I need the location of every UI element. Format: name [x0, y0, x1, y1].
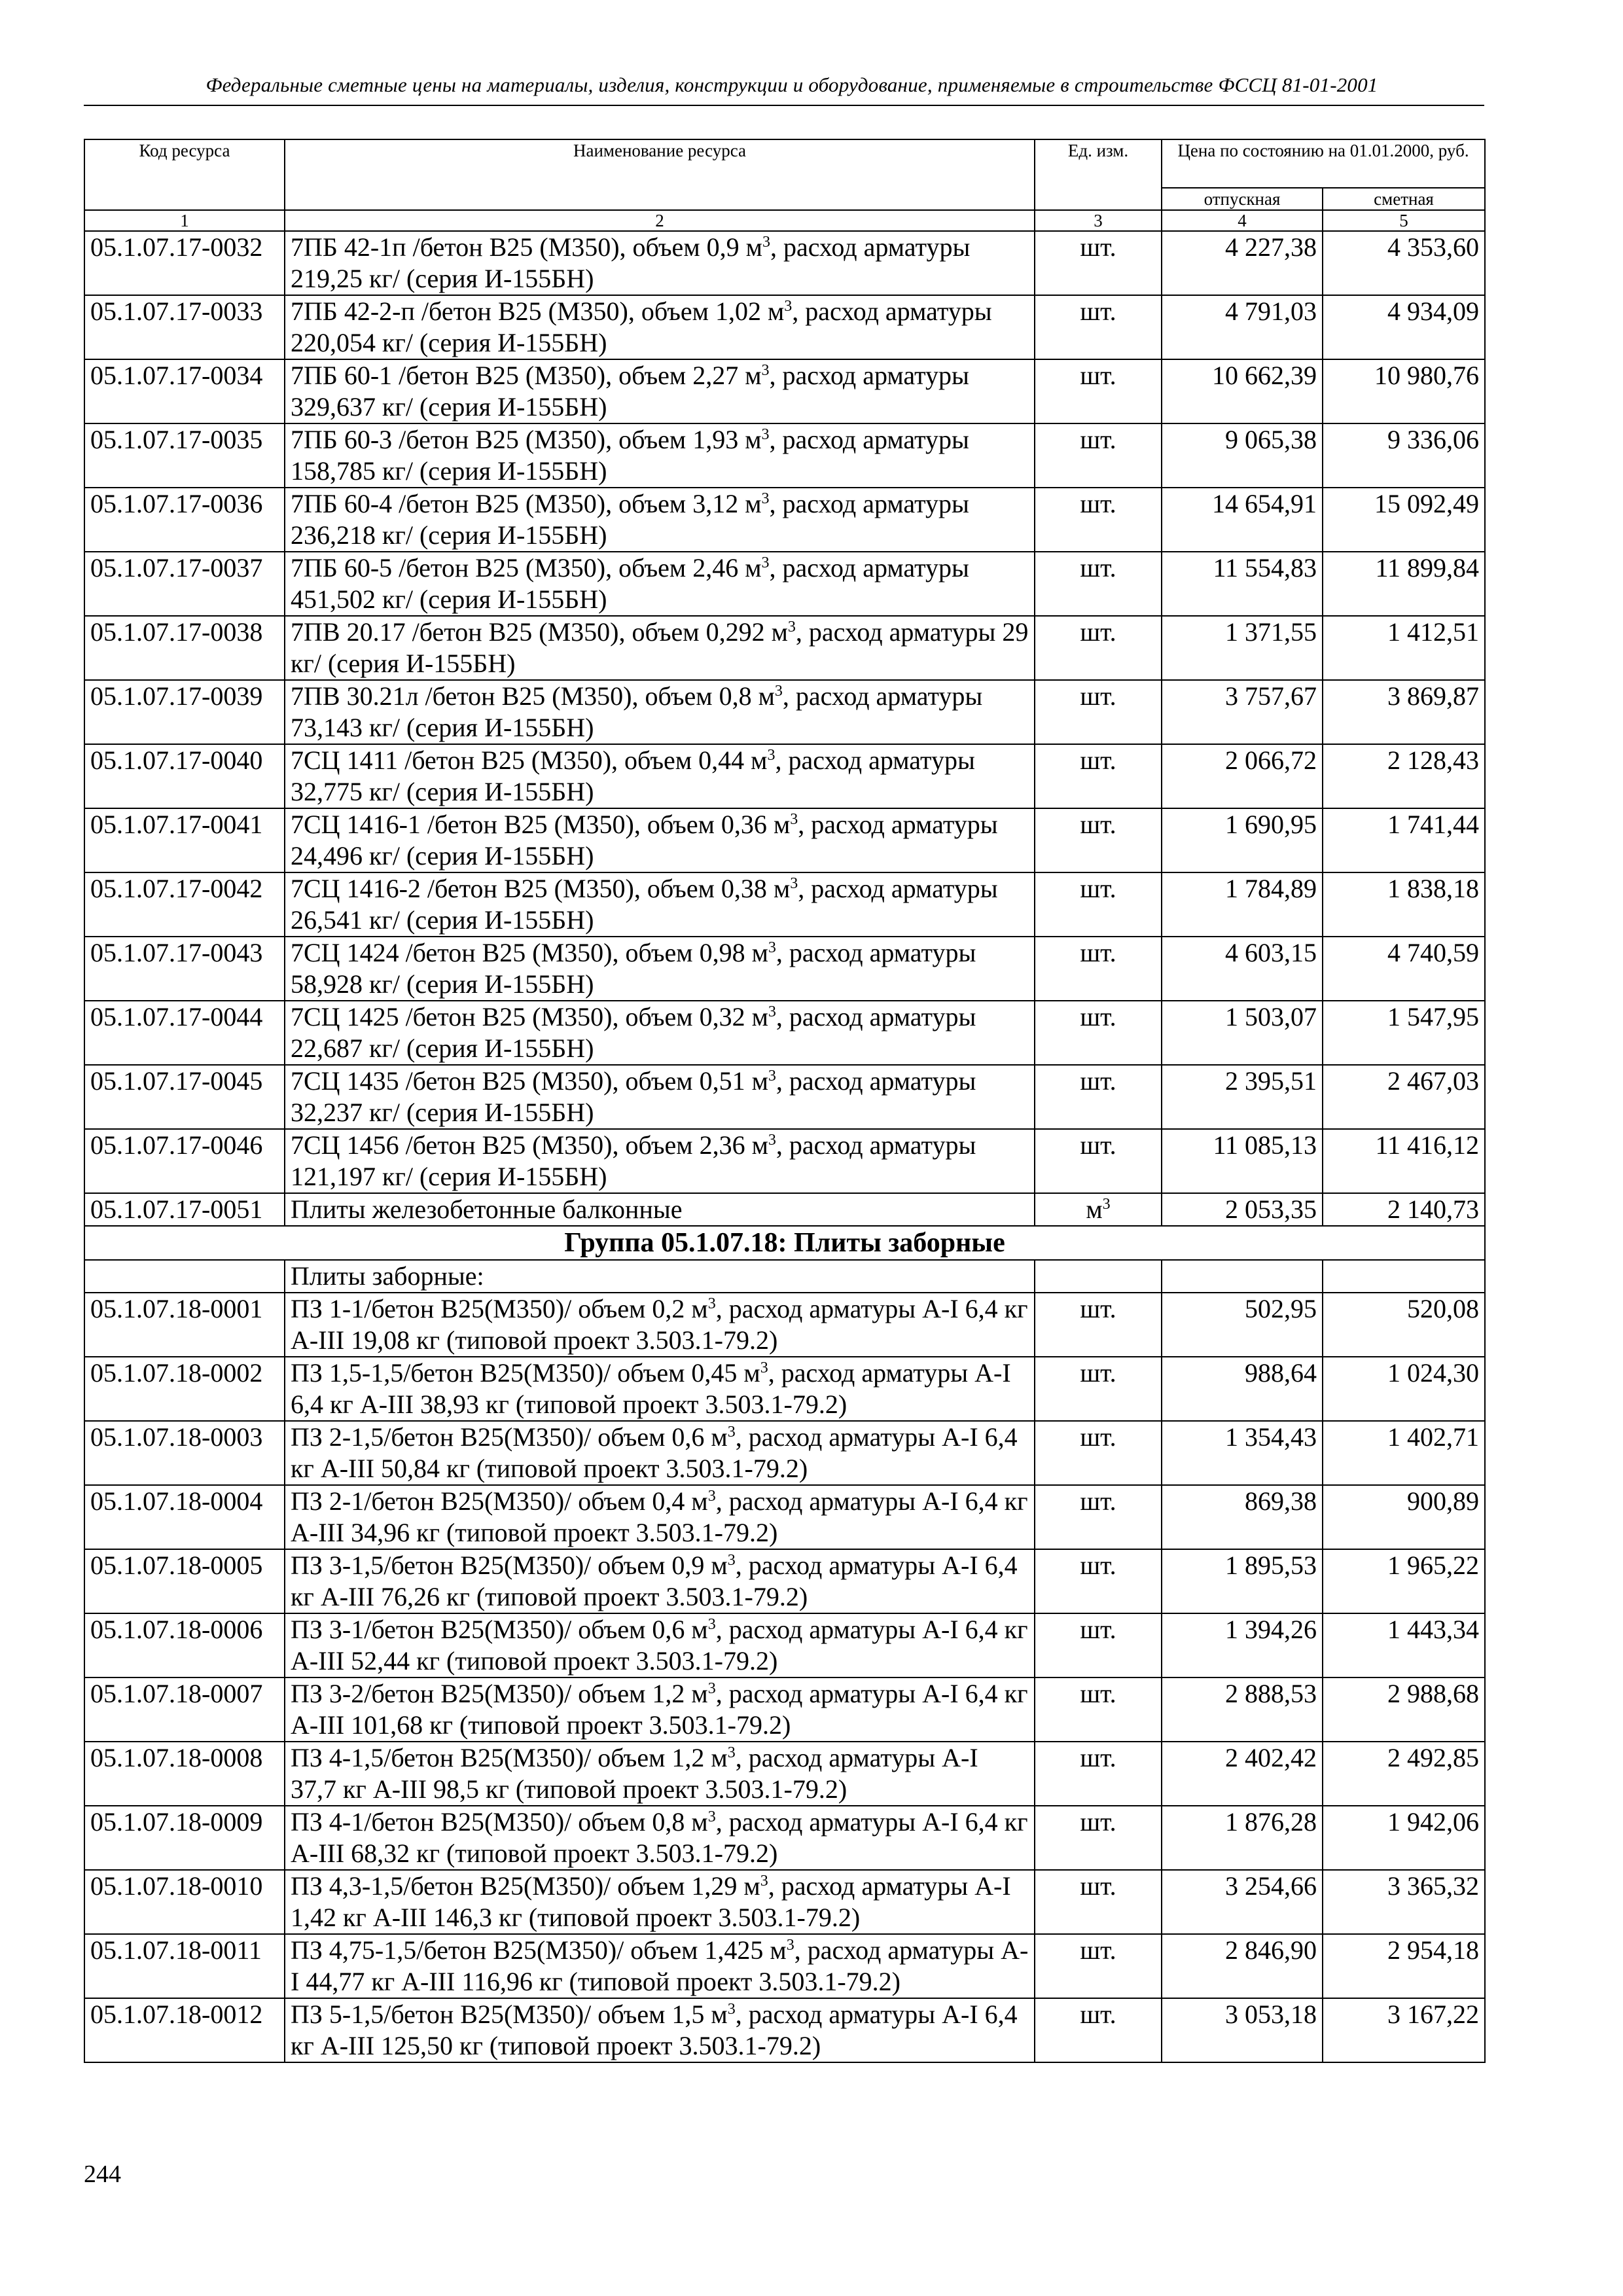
resource-unit: шт. [1035, 423, 1162, 488]
resource-unit: шт. [1035, 1357, 1162, 1421]
table-row [84, 744, 1485, 808]
resource-name: ПЗ 2-1,5/бетон В25(М350)/ объем 0,6 $м^3$, расход арматуры А-I 6,4 кг А-III 50,84 кг (типовой проект 3.503.1-79.2) [285, 1421, 1035, 1485]
release-price: 11 085,13 [1162, 1129, 1323, 1193]
resource-code: 05.1.07.18-0001 [84, 1293, 285, 1357]
estimate-price: 9 336,06 [1323, 423, 1485, 488]
release-price: 2 402,42 [1162, 1742, 1323, 1806]
resource-unit: шт. [1035, 231, 1162, 295]
header-estimate-price: сметная [1323, 188, 1485, 210]
release-price: 2 846,90 [1162, 1934, 1323, 1998]
table-row [84, 359, 1485, 423]
table-row [84, 1677, 1485, 1742]
release-price: 2 053,35 [1162, 1193, 1323, 1226]
table-row [84, 872, 1485, 937]
resource-name: 7СЦ 1416-1 /бетон В25 (М350), объем 0,36 $м^3$, расход арматуры 24,496 кг/ (серия И-155БН) [285, 808, 1035, 872]
resource-name: 7СЦ 1425 /бетон В25 (М350), объем 0,32 $м^3$, расход арматуры 22,687 кг/ (серия И-155БН) [285, 1001, 1035, 1065]
resource-code: 05.1.07.17-0033 [84, 295, 285, 359]
column-number: 3 [1035, 210, 1162, 231]
table-row [84, 1485, 1485, 1549]
table-row [84, 1934, 1485, 1998]
resource-name: 7СЦ 1416-2 /бетон В25 (М350), объем 0,38 $м^3$, расход арматуры 26,541 кг/ (серия И-155БН) [285, 872, 1035, 937]
resource-code: 05.1.07.18-0003 [84, 1421, 285, 1485]
resource-code: 05.1.07.17-0045 [84, 1065, 285, 1129]
resource-code: 05.1.07.18-0005 [84, 1549, 285, 1613]
subheading-label: Плиты заборные: [285, 1260, 1035, 1293]
table-row [84, 295, 1485, 359]
resource-code: 05.1.07.17-0043 [84, 937, 285, 1001]
release-price: 1 354,43 [1162, 1421, 1323, 1485]
resource-code: 05.1.07.17-0034 [84, 359, 285, 423]
estimate-price: 2 140,73 [1323, 1193, 1485, 1226]
table-row [84, 231, 1485, 295]
resource-code: 05.1.07.17-0042 [84, 872, 285, 937]
resource-unit: шт. [1035, 1742, 1162, 1806]
release-price: 3 757,67 [1162, 680, 1323, 744]
estimate-price: 3 869,87 [1323, 680, 1485, 744]
release-price: 4 227,38 [1162, 231, 1323, 295]
resource-unit: шт. [1035, 1065, 1162, 1129]
estimate-price: 2 467,03 [1323, 1065, 1485, 1129]
resource-unit: шт. [1035, 1677, 1162, 1742]
resource-code: 05.1.07.17-0039 [84, 680, 285, 744]
resource-code: 05.1.07.17-0036 [84, 488, 285, 552]
resource-name: ПЗ 3-1/бетон В25(М350)/ объем 0,6 $м^3$, расход арматуры А-I 6,4 кг А-III 52,44 кг (типовой проект 3.503.1-79.2) [285, 1613, 1035, 1677]
header-name: Наименование ресурса [285, 139, 1035, 210]
table-row [84, 1870, 1485, 1934]
table-row [84, 1129, 1485, 1193]
resource-name: 7ПБ 60-3 /бетон В25 (М350), объем 1,93 $м^3$, расход арматуры 158,785 кг/ (серия И-155БН) [285, 423, 1035, 488]
resource-name: ПЗ 4,75-1,5/бетон В25(М350)/ объем 1,425 $м^3$, расход арматуры А-I 44,77 кг А-III 116,96 кг (типовой проект 3.503.1-79.2) [285, 1934, 1035, 1998]
estimate-price: 1 024,30 [1323, 1357, 1485, 1421]
resource-code: 05.1.07.17-0032 [84, 231, 285, 295]
estimate-price: 1 443,34 [1323, 1613, 1485, 1677]
table-row [84, 1193, 1485, 1226]
resource-unit: шт. [1035, 1806, 1162, 1870]
release-price: 3 254,66 [1162, 1870, 1323, 1934]
resource-code: 05.1.07.17-0051 [84, 1193, 285, 1226]
release-price: 2 395,51 [1162, 1065, 1323, 1129]
resource-name: ПЗ 2-1/бетон В25(М350)/ объем 0,4 $м^3$, расход арматуры А-I 6,4 кг А-III 34,96 кг (типовой проект 3.503.1-79.2) [285, 1485, 1035, 1549]
resource-unit: шт. [1035, 1485, 1162, 1549]
resource-name: ПЗ 3-1,5/бетон В25(М350)/ объем 0,9 $м^3$, расход арматуры А-I 6,4 кг А-III 76,26 кг (типовой проект 3.503.1-79.2) [285, 1549, 1035, 1613]
price-table [84, 139, 1486, 2063]
release-price: 4 603,15 [1162, 937, 1323, 1001]
resource-name: 7ПБ 42-1п /бетон В25 (М350), объем 0,9 $м^3$, расход арматуры 219,25 кг/ (серия И-155БН) [285, 231, 1035, 295]
resource-code: 05.1.07.18-0010 [84, 1870, 285, 1934]
table-body [84, 231, 1485, 2062]
resource-name: ПЗ 5-1,5/бетон В25(М350)/ объем 1,5 $м^3$, расход арматуры А-I 6,4 кг А-III 125,50 кг (типовой проект 3.503.1-79.2) [285, 1998, 1035, 2062]
running-head: Федеральные сметные цены на материалы, изделия, конструкции и оборудование, применяемые в строительстве ФССЦ 81-01-2001 [205, 73, 1378, 96]
header-code: Код ресурса [84, 139, 285, 210]
estimate-price: 11 899,84 [1323, 552, 1485, 616]
release-price: 502,95 [1162, 1293, 1323, 1357]
estimate-price: 2 988,68 [1323, 1677, 1485, 1742]
resource-unit: шт. [1035, 744, 1162, 808]
release-price: 4 791,03 [1162, 295, 1323, 359]
release-price: 1 895,53 [1162, 1549, 1323, 1613]
resource-name: 7ПВ 20.17 /бетон В25 (М350), объем 0,292 $м^3$, расход арматуры 29 кг/ (серия И-155БН) [285, 616, 1035, 680]
column-number: 5 [1323, 210, 1485, 231]
resource-name: ПЗ 1,5-1,5/бетон В25(М350)/ объем 0,45 $м^3$, расход арматуры А-I 6,4 кг А-III 38,93 кг (типовой проект 3.503.1-79.2) [285, 1357, 1035, 1421]
estimate-price: 10 980,76 [1323, 359, 1485, 423]
release-price: 2 066,72 [1162, 744, 1323, 808]
resource-unit: $м^3$ [1035, 1193, 1162, 1226]
subheading-row [84, 1260, 1485, 1293]
table-row [84, 1549, 1485, 1613]
table-row [84, 1065, 1485, 1129]
table-row [84, 616, 1485, 680]
release-price: 10 662,39 [1162, 359, 1323, 423]
estimate-price: 2 128,43 [1323, 744, 1485, 808]
header-unit: Ед. изм. [1035, 139, 1162, 210]
resource-code: 05.1.07.18-0011 [84, 1934, 285, 1998]
estimate-price: 1 942,06 [1323, 1806, 1485, 1870]
resource-unit: шт. [1035, 616, 1162, 680]
estimate-price: 1 965,22 [1323, 1549, 1485, 1613]
resource-name: 7ПБ 60-4 /бетон В25 (М350), объем 3,12 $м^3$, расход арматуры 236,218 кг/ (серия И-155БН) [285, 488, 1035, 552]
resource-code: 05.1.07.17-0046 [84, 1129, 285, 1193]
resource-name: 7ПБ 60-1 /бетон В25 (М350), объем 2,27 $м^3$, расход арматуры 329,637 кг/ (серия И-155БН) [285, 359, 1035, 423]
release-price: 1 784,89 [1162, 872, 1323, 937]
estimate-price: 900,89 [1323, 1485, 1485, 1549]
table-row [84, 1742, 1485, 1806]
empty-cell [1035, 1260, 1162, 1293]
resource-unit: шт. [1035, 808, 1162, 872]
resource-code: 05.1.07.18-0002 [84, 1357, 285, 1421]
table-row [84, 488, 1485, 552]
resource-name: ПЗ 1-1/бетон В25(М350)/ объем 0,2 $м^3$, расход арматуры А-I 6,4 кг А-III 19,08 кг (типовой проект 3.503.1-79.2) [285, 1293, 1035, 1357]
empty-cell [84, 1260, 285, 1293]
table-row [84, 680, 1485, 744]
resource-name: ПЗ 4,3-1,5/бетон В25(М350)/ объем 1,29 $м^3$, расход арматуры А-I 1,42 кг А-III 146,3 кг (типовой проект 3.503.1-79.2) [285, 1870, 1035, 1934]
release-price: 988,64 [1162, 1357, 1323, 1421]
resource-name: 7СЦ 1411 /бетон В25 (М350), объем 0,44 $м^3$, расход арматуры 32,775 кг/ (серия И-155БН) [285, 744, 1035, 808]
resource-unit: шт. [1035, 552, 1162, 616]
resource-name: ПЗ 4-1,5/бетон В25(М350)/ объем 1,2 $м^3$, расход арматуры А-I 37,7 кг А-III 98,5 кг (типовой проект 3.503.1-79.2) [285, 1742, 1035, 1806]
release-price: 1 876,28 [1162, 1806, 1323, 1870]
estimate-price: 1 838,18 [1323, 872, 1485, 937]
page-number: 244 [84, 2161, 121, 2188]
release-price: 9 065,38 [1162, 423, 1323, 488]
resource-name: 7ПВ 30.21л /бетон В25 (М350), объем 0,8 $м^3$, расход арматуры 73,143 кг/ (серия И-155БН) [285, 680, 1035, 744]
resource-name: ПЗ 3-2/бетон В25(М350)/ объем 1,2 $м^3$, расход арматуры А-I 6,4 кг А-III 101,68 кг (типовой проект 3.503.1-79.2) [285, 1677, 1035, 1742]
resource-code: 05.1.07.18-0006 [84, 1613, 285, 1677]
header-rule [84, 105, 1484, 106]
resource-name: 7СЦ 1424 /бетон В25 (М350), объем 0,98 $м^3$, расход арматуры 58,928 кг/ (серия И-155БН) [285, 937, 1035, 1001]
resource-unit: шт. [1035, 1613, 1162, 1677]
release-price: 869,38 [1162, 1485, 1323, 1549]
resource-name: 7ПБ 42-2-п /бетон В25 (М350), объем 1,02 $м^3$, расход арматуры 220,054 кг/ (серия И-155БН) [285, 295, 1035, 359]
resource-unit: шт. [1035, 937, 1162, 1001]
table-header [84, 139, 1485, 231]
resource-code: 05.1.07.17-0037 [84, 552, 285, 616]
resource-code: 05.1.07.18-0009 [84, 1806, 285, 1870]
estimate-price: 2 492,85 [1323, 1742, 1485, 1806]
release-price: 11 554,83 [1162, 552, 1323, 616]
resource-code: 05.1.07.17-0041 [84, 808, 285, 872]
resource-unit: шт. [1035, 1129, 1162, 1193]
resource-code: 05.1.07.17-0035 [84, 423, 285, 488]
resource-unit: шт. [1035, 359, 1162, 423]
header-price-group: Цена по состоянию на 01.01.2000, руб. [1162, 139, 1485, 188]
estimate-price: 520,08 [1323, 1293, 1485, 1357]
estimate-price: 11 416,12 [1323, 1129, 1485, 1193]
group-heading: Группа 05.1.07.18: Плиты заборные [84, 1226, 1485, 1260]
table-row [84, 1998, 1485, 2062]
table-row [84, 808, 1485, 872]
estimate-price: 1 402,71 [1323, 1421, 1485, 1485]
empty-cell [1162, 1260, 1323, 1293]
resource-name: 7ПБ 60-5 /бетон В25 (М350), объем 2,46 $м^3$, расход арматуры 451,502 кг/ (серия И-155БН) [285, 552, 1035, 616]
estimate-price: 3 365,32 [1323, 1870, 1485, 1934]
resource-unit: шт. [1035, 295, 1162, 359]
table-row [84, 1421, 1485, 1485]
estimate-price: 15 092,49 [1323, 488, 1485, 552]
resource-unit: шт. [1035, 1998, 1162, 2062]
resource-code: 05.1.07.18-0004 [84, 1485, 285, 1549]
release-price: 1 690,95 [1162, 808, 1323, 872]
resource-code: 05.1.07.18-0012 [84, 1998, 285, 2062]
column-number: 4 [1162, 210, 1323, 231]
table-row [84, 1293, 1485, 1357]
table-row [84, 1613, 1485, 1677]
table-row [84, 1001, 1485, 1065]
resource-unit: шт. [1035, 1293, 1162, 1357]
resource-unit: шт. [1035, 1549, 1162, 1613]
release-price: 1 394,26 [1162, 1613, 1323, 1677]
resource-name: 7СЦ 1435 /бетон В25 (М350), объем 0,51 $м^3$, расход арматуры 32,237 кг/ (серия И-155БН) [285, 1065, 1035, 1129]
estimate-price: 1 412,51 [1323, 616, 1485, 680]
resource-unit: шт. [1035, 1870, 1162, 1934]
estimate-price: 1 741,44 [1323, 808, 1485, 872]
resource-unit: шт. [1035, 1421, 1162, 1485]
estimate-price: 2 954,18 [1323, 1934, 1485, 1998]
release-price: 14 654,91 [1162, 488, 1323, 552]
estimate-price: 3 167,22 [1323, 1998, 1485, 2062]
resource-code: 05.1.07.18-0007 [84, 1677, 285, 1742]
resource-name: 7СЦ 1456 /бетон В25 (М350), объем 2,36 $м^3$, расход арматуры 121,197 кг/ (серия И-155БН) [285, 1129, 1035, 1193]
release-price: 1 503,07 [1162, 1001, 1323, 1065]
table-row [84, 423, 1485, 488]
table-row [84, 937, 1485, 1001]
estimate-price: 1 547,95 [1323, 1001, 1485, 1065]
resource-code: 05.1.07.17-0044 [84, 1001, 285, 1065]
resource-unit: шт. [1035, 1001, 1162, 1065]
release-price: 2 888,53 [1162, 1677, 1323, 1742]
estimate-price: 4 934,09 [1323, 295, 1485, 359]
resource-code: 05.1.07.17-0040 [84, 744, 285, 808]
estimate-price: 4 740,59 [1323, 937, 1485, 1001]
release-price: 1 371,55 [1162, 616, 1323, 680]
release-price: 3 053,18 [1162, 1998, 1323, 2062]
column-number: 2 [285, 210, 1035, 231]
resource-unit: шт. [1035, 1934, 1162, 1998]
resource-unit: шт. [1035, 680, 1162, 744]
resource-code: 05.1.07.18-0008 [84, 1742, 285, 1806]
table-row [84, 1357, 1485, 1421]
table-row [84, 552, 1485, 616]
resource-name: ПЗ 4-1/бетон В25(М350)/ объем 0,8 $м^3$, расход арматуры А-I 6,4 кг А-III 68,32 кг (типовой проект 3.503.1-79.2) [285, 1806, 1035, 1870]
resource-unit: шт. [1035, 488, 1162, 552]
resource-unit: шт. [1035, 872, 1162, 937]
resource-code: 05.1.07.17-0038 [84, 616, 285, 680]
column-number: 1 [84, 210, 285, 231]
estimate-price: 4 353,60 [1323, 231, 1485, 295]
resource-name: Плиты железобетонные балконные [285, 1193, 1035, 1226]
header-release-price: отпускная [1162, 188, 1323, 210]
group-heading-row [84, 1226, 1485, 1260]
empty-cell [1323, 1260, 1485, 1293]
table-row [84, 1806, 1485, 1870]
